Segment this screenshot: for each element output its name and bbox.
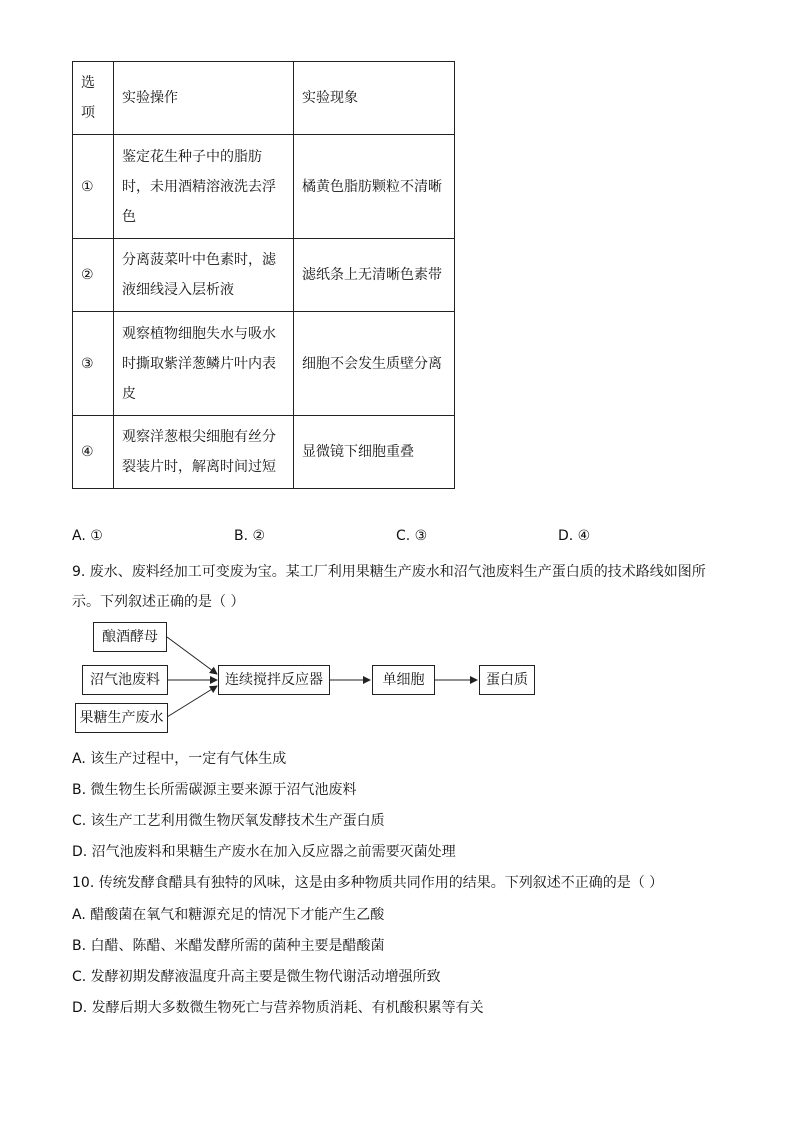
header-option-char-2: 项 xyxy=(81,105,95,121)
row-result: 细胞不会发生质壁分离 xyxy=(294,312,455,416)
box-protein: 蛋白质 xyxy=(479,665,535,695)
op-line: 分离菠菜叶中色素时，滤 xyxy=(122,252,276,268)
q8-option-a: A. ① xyxy=(72,528,103,544)
q9-option-b: B. 微生物生长所需碳源主要来源于沼气池废料 xyxy=(72,782,357,798)
q10-option-c: C. 发酵初期发酵液温度升高主要是微生物代谢活动增强所致 xyxy=(72,969,441,985)
row-result: 滤纸条上无清晰色素带 xyxy=(294,239,455,312)
row-option: ④ xyxy=(73,416,114,489)
q10-option-b: B. 白醋、陈醋、米醋发酵所需的菌种主要是醋酸菌 xyxy=(72,938,385,954)
box-biogas-waste: 沼气池废料 xyxy=(82,665,168,695)
q9-option-a: A. 该生产过程中，一定有气体生成 xyxy=(72,751,287,767)
q10-option-d: D. 发酵后期大多数微生物死亡与营养物质消耗、有机酸积累等有关 xyxy=(72,1000,484,1016)
op-line: 时，未用酒精溶液洗去浮 xyxy=(122,178,276,195)
row-result: 显微镜下细胞重叠 xyxy=(294,416,455,489)
op-line: 观察洋葱根尖细胞有丝分 xyxy=(122,429,276,445)
arrow-wastewater-to-reactor xyxy=(167,686,217,717)
row-option: ③ xyxy=(73,312,114,416)
row-option: ① xyxy=(73,135,114,239)
op-line: 鉴定花生种子中的脂肪 xyxy=(122,148,262,165)
q8-option-b: B. ② xyxy=(234,528,266,544)
q8-option-d: D. ④ xyxy=(558,528,591,544)
q8-option-c: C. ③ xyxy=(396,528,428,544)
row-result: 橘黄色脂肪颗粒不清晰 xyxy=(294,135,455,239)
q9-stem-line-1: 9. 废水、废料经加工可变废为宝。某工厂利用果糖生产废水和沼气池废料生产蛋白质的技术路线如图所 xyxy=(72,564,706,580)
q9-option-c: C. 该生产工艺利用微生物厌氧发酵技术生产蛋白质 xyxy=(72,813,385,829)
q10-option-a: A. 醋酸菌在氧气和糖源充足的情况下才能产生乙酸 xyxy=(72,907,385,923)
header-option-char-1: 选 xyxy=(81,75,95,91)
op-line: 色 xyxy=(122,208,136,225)
q9-stem-line-2: 示。下列叙述正确的是（ ） xyxy=(72,594,245,610)
box-reactor: 连续搅拌反应器 xyxy=(218,665,330,695)
box-fructose-wastewater: 果糖生产废水 xyxy=(75,703,168,733)
q10-stem: 10. 传统发酵食醋具有独特的风味，这是由多种物质共同作用的结果。下列叙述不正确的是（ ） xyxy=(72,875,664,891)
box-yeast: 酿酒酵母 xyxy=(93,622,167,652)
box-single-cell: 单细胞 xyxy=(372,665,435,695)
op-line: 液细线浸入层析液 xyxy=(122,282,234,298)
op-line: 皮 xyxy=(122,385,136,402)
arrow-yeast-to-reactor xyxy=(167,637,217,674)
row-option: ② xyxy=(73,239,114,312)
header-operation: 实验操作 xyxy=(114,62,294,135)
op-line: 时撕取紫洋葱鳞片叶内表 xyxy=(122,355,276,372)
op-line: 裂装片时，解离时间过短 xyxy=(122,459,276,475)
q9-option-d: D. 沼气池废料和果糖生产废水在加入反应器之前需要灭菌处理 xyxy=(72,844,456,860)
header-result: 实验现象 xyxy=(294,62,455,135)
op-line: 观察植物细胞失水与吸水 xyxy=(122,325,276,342)
